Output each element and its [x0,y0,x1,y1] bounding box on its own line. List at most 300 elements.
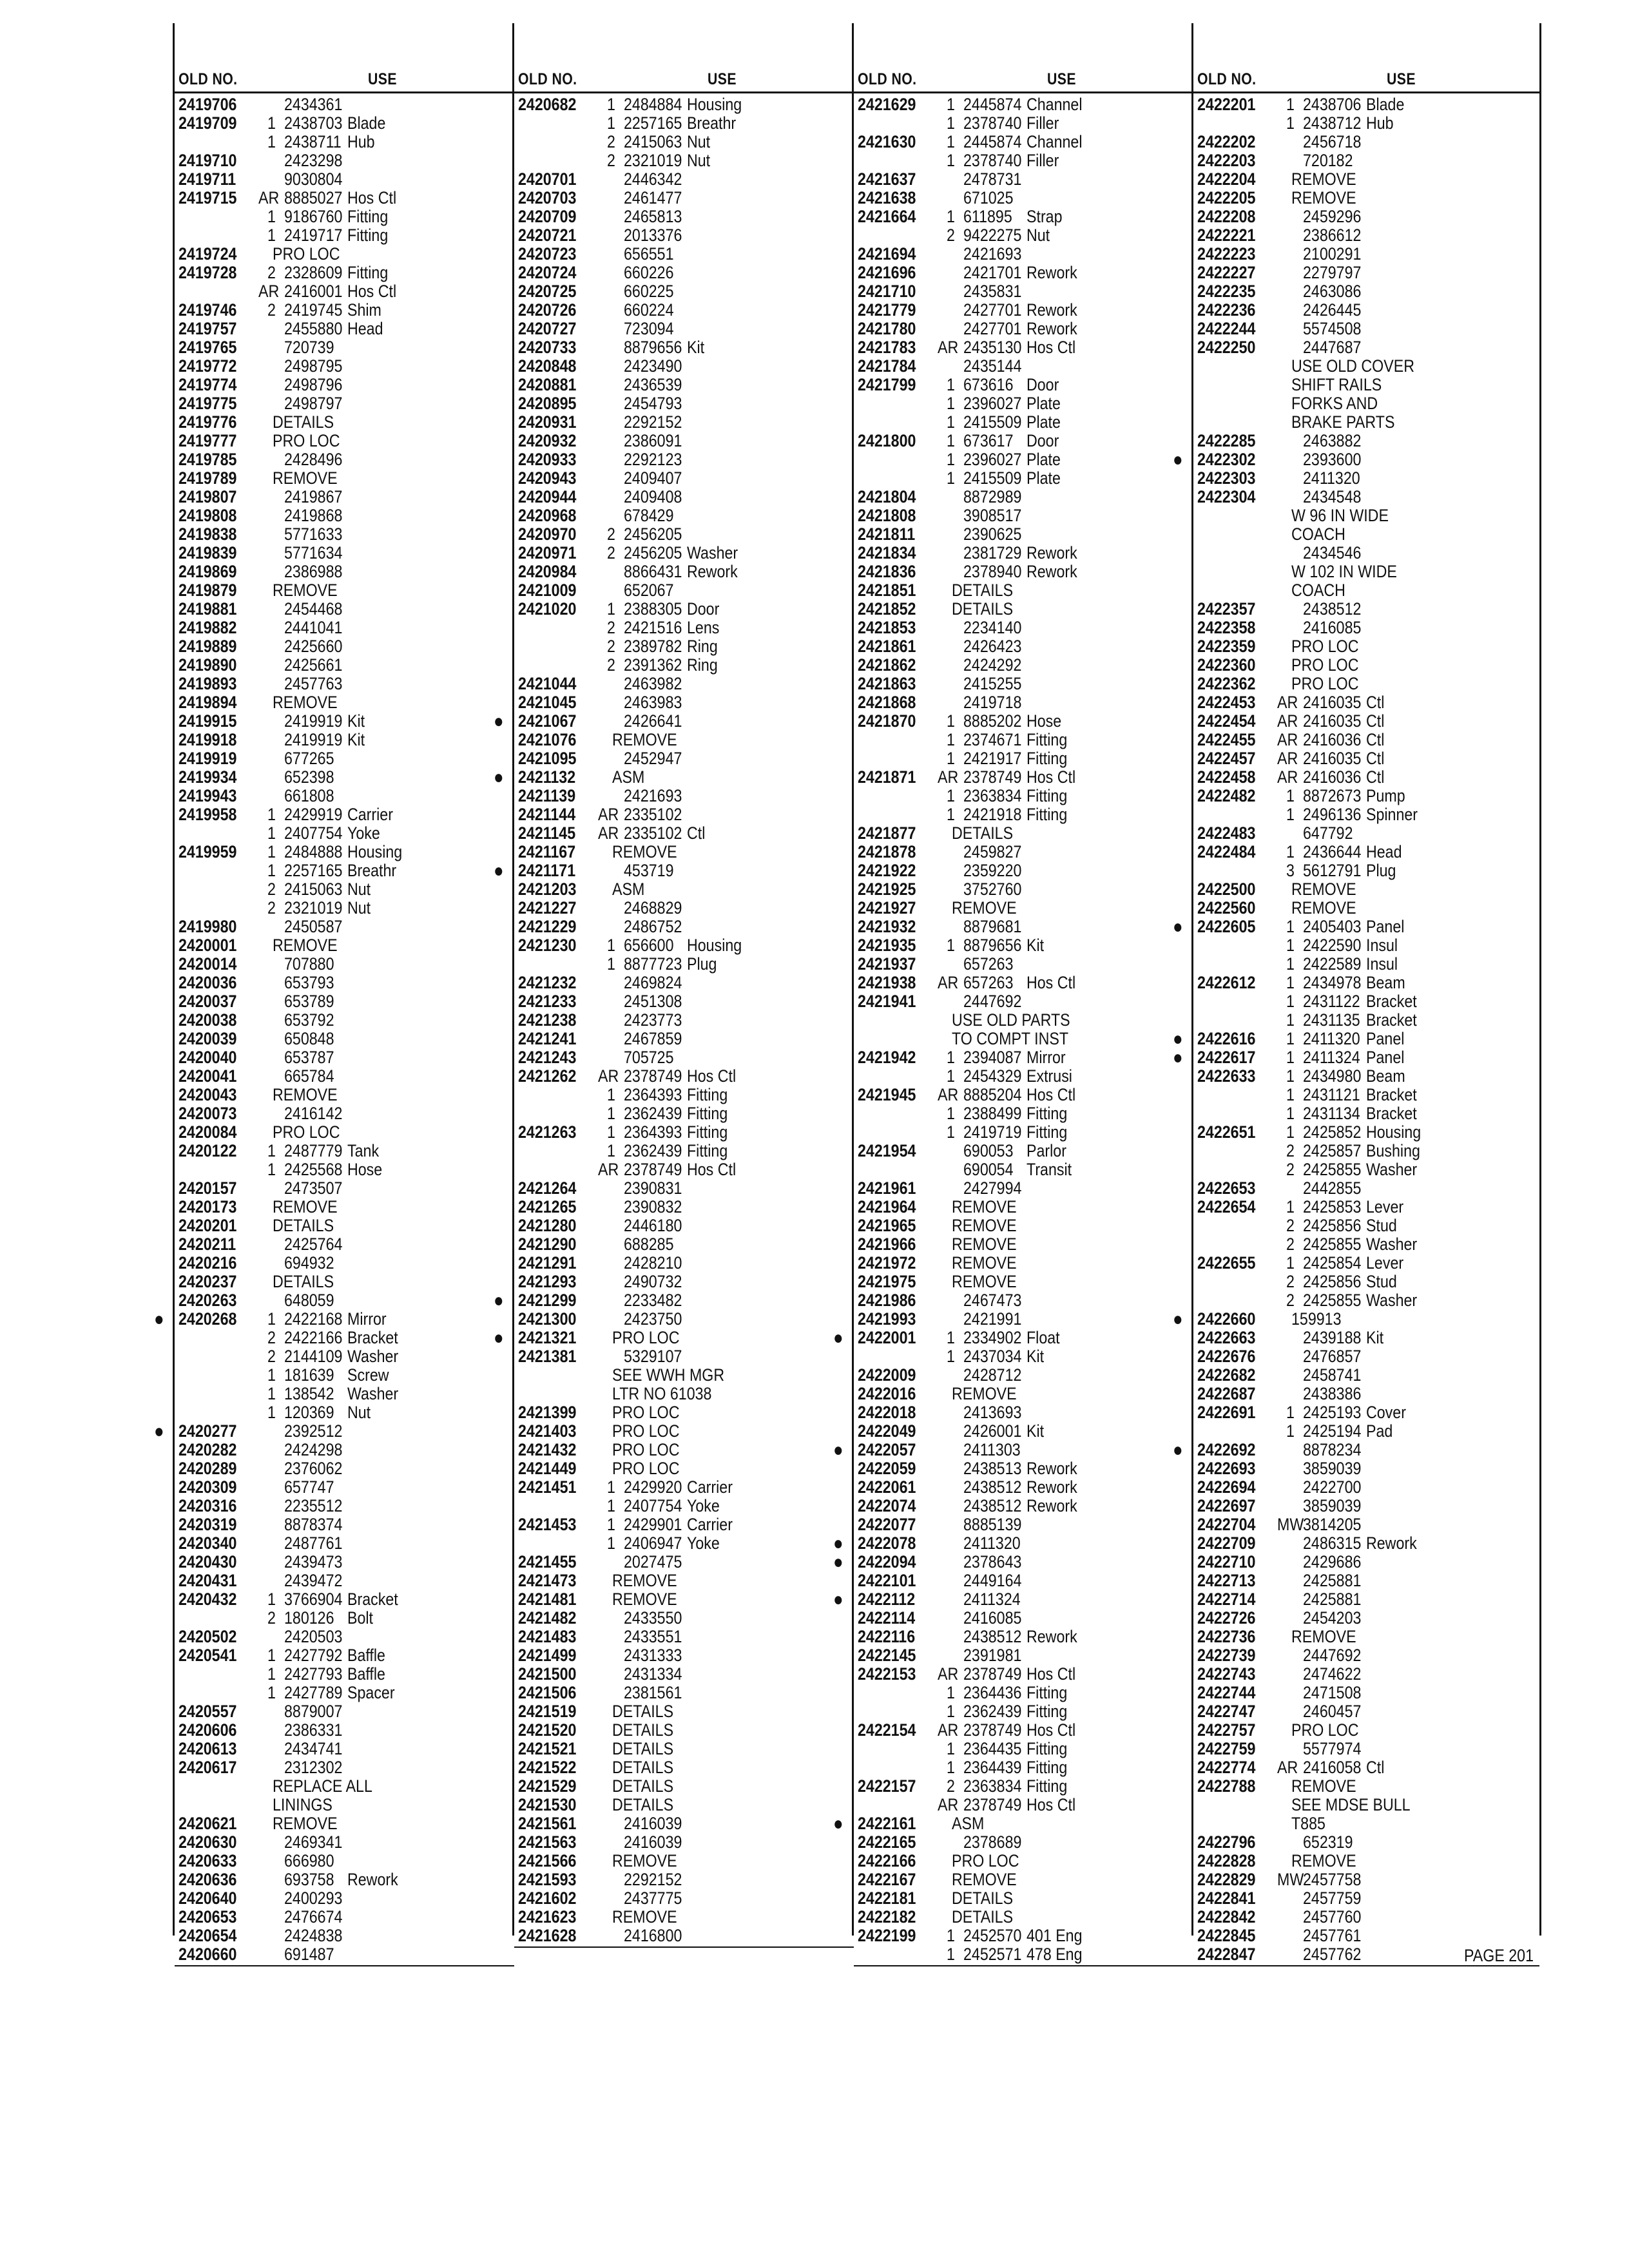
new-part-number: 2425661 [284,655,343,675]
part-description: Door [1027,375,1059,394]
new-part-number: 2364393 [624,1122,682,1142]
table-row [1193,1067,1539,1086]
new-part-number: 653792 [284,1010,334,1030]
bullet-marker-icon: ● [833,1589,843,1610]
new-part-number: 2378940 [963,562,1022,581]
supersession-note: LININGS [273,1795,333,1814]
old-part-number: 2420211 [178,1235,236,1254]
new-part-number: 2426423 [963,637,1022,656]
table-row [854,1740,1193,1758]
old-part-number: 2422726 [1197,1608,1256,1628]
part-description: Head [1366,842,1402,861]
table-row [854,450,1193,469]
new-part-number: 2411324 [1303,1048,1360,1067]
table-row [1193,1142,1539,1160]
old-part-number: 2421044 [518,674,577,693]
old-part-number: 2422842 [1197,1907,1256,1927]
old-part-number: 2421076 [518,730,577,749]
old-part-number: 2422250 [1197,338,1256,357]
table-row [514,525,854,544]
new-part-number: 2427701 [963,319,1022,338]
old-part-number: 2421529 [518,1776,577,1796]
new-part-number: 2400293 [284,1888,343,1908]
quantity: AR [1277,711,1298,731]
old-part-number: 2420122 [178,1141,237,1160]
table-row [175,581,514,600]
new-part-number: 2436644 [1303,842,1362,861]
quantity: 1 [267,1141,276,1160]
old-part-number: 2422227 [1197,263,1256,282]
bullet-marker-icon: ● [1173,449,1183,470]
table-row [514,992,854,1011]
quantity: 1 [947,1683,955,1702]
new-part-number: 2425857 [1303,1141,1362,1160]
table-row [514,936,854,955]
new-part-number: 2396027 [963,450,1022,469]
new-part-number: 2425764 [284,1235,343,1254]
bullet-marker-icon: ● [1173,1028,1183,1050]
part-description: Extrusi [1027,1066,1072,1086]
table-row [514,488,854,506]
table-row [514,1927,854,1945]
quantity: AR [938,1085,959,1104]
new-part-number: 660224 [624,300,674,320]
table-row [854,1048,1193,1067]
table-row [854,936,1193,955]
new-part-number: 2416036 [1303,730,1362,749]
quantity: AR [1277,749,1298,768]
part-description: Cover [1366,1403,1406,1422]
quantity: 2 [267,1347,276,1366]
old-part-number: 2422560 [1197,898,1256,918]
table-row [514,95,854,114]
old-part-number: 2421853 [858,618,916,637]
supersession-note: USE OLD COVER [1291,356,1414,376]
new-part-number: 2279797 [1303,263,1362,282]
new-part-number: 2457758 [1303,1870,1362,1889]
new-part-number: 2416085 [963,1608,1022,1628]
old-part-number: 2420630 [178,1832,237,1852]
old-part-number: 2420654 [178,1926,237,1945]
table-row [514,264,854,282]
old-part-number: 2420944 [518,487,577,506]
supersession-note: REMOVE [1291,188,1356,207]
table-row [854,581,1193,600]
old-part-number: 2421868 [858,693,916,712]
quantity: 2 [267,1608,276,1628]
part-description: Channel [1027,95,1083,114]
old-part-number: 2421403 [518,1421,577,1441]
old-part-number: 2420881 [518,375,577,394]
new-part-number: 653787 [284,1048,334,1067]
quantity: 1 [267,1365,276,1385]
old-part-number: 2421861 [858,637,916,656]
old-part-number: 2420932 [518,431,577,450]
part-description: Housing [347,842,403,861]
old-part-number: 2420039 [178,1029,237,1048]
old-part-number: 2419706 [178,95,237,114]
quantity: 2 [1286,1216,1295,1235]
table-row [1193,1235,1539,1254]
quantity: 1 [947,1347,955,1366]
quantity: 2 [607,655,615,675]
new-part-number: 8885204 [963,1085,1022,1104]
part-description: Fitting [687,1141,728,1160]
table-row [854,170,1193,189]
old-part-number: 2420895 [518,394,577,413]
part-description: Hos Ctl [1027,767,1076,787]
quantity: 1 [267,226,276,245]
new-part-number: 2428712 [963,1365,1022,1385]
table-row [514,581,854,600]
old-part-number: 2420709 [518,207,577,226]
old-part-number: 2421942 [858,1048,916,1067]
old-part-number: 2421290 [518,1235,577,1254]
supersession-note: PRO LOC [612,1403,680,1422]
old-part-number: 2420848 [518,356,577,376]
table-row [1193,1889,1539,1908]
new-part-number: 2454329 [963,1066,1022,1086]
old-part-number: 2422358 [1197,618,1256,637]
table-row [1193,282,1539,301]
table-row [1193,619,1539,637]
new-part-number: 2362439 [624,1141,682,1160]
table-row [175,357,514,376]
new-part-number: 8879656 [963,936,1022,955]
new-part-number: 2429901 [624,1515,682,1534]
table-row [1193,974,1539,992]
part-description: Rework [1366,1533,1417,1553]
old-part-number: 2421593 [518,1870,577,1889]
old-part-number: 2422157 [858,1776,916,1796]
table-row [1193,1852,1539,1870]
supersession-note: DETAILS [952,1907,1014,1927]
table-row [175,805,514,824]
part-description: Panel [1366,1048,1405,1067]
table-row [175,1646,514,1665]
quantity: 1 [1286,1403,1295,1422]
new-part-number: 2407754 [624,1496,682,1515]
quantity: AR [598,1066,619,1086]
supersession-note: REMOVE [952,1253,1017,1273]
new-part-number: 2425568 [284,1160,343,1179]
old-part-number: 2420268 [178,1309,237,1329]
table-row [514,675,854,693]
supersession-note: REMOVE [952,1384,1017,1403]
table-row [154,1421,514,1442]
new-part-number: 2411303 [963,1440,1021,1459]
quantity: 2 [607,524,615,544]
old-part-number: 2419772 [178,356,237,376]
old-part-number: 2422694 [1197,1477,1256,1497]
table-row [494,711,854,732]
new-part-number: 2449164 [963,1571,1022,1590]
table-row [1193,1721,1539,1740]
quantity: 1 [607,1085,615,1104]
quantity: 1 [607,1533,615,1553]
table-row [1193,245,1539,264]
new-part-number: 2476674 [284,1907,343,1927]
old-part-number: 2421321 [518,1328,577,1347]
table-row [1193,544,1539,562]
quantity: 1 [947,1048,955,1067]
quantity: 2 [267,898,276,918]
old-part-number: 2419919 [178,749,237,768]
old-part-number: 2422114 [858,1608,916,1628]
old-part-number: 2422166 [858,1851,916,1870]
part-description: Plug [687,954,717,974]
table-row [175,861,514,880]
table-row [175,1048,514,1067]
table-row [854,749,1193,768]
old-part-number: 2420613 [178,1739,237,1758]
table-row [1193,133,1539,151]
table-row [1193,1347,1539,1366]
quantity: AR [598,805,619,824]
new-part-number: 2425855 [1303,1160,1362,1179]
old-part-number: 2421630 [858,132,916,151]
new-part-number: 2257165 [624,113,682,133]
old-part-number: 2422692 [1197,1440,1256,1459]
old-part-number: 2420282 [178,1440,237,1459]
old-part-number: 2420216 [178,1253,237,1273]
table-row [854,1478,1193,1497]
new-part-number: 2392512 [284,1421,343,1441]
new-part-number: 611895 [963,207,1012,226]
table-row [175,1684,514,1702]
table-row [175,731,514,749]
table-row [1193,693,1539,712]
new-part-number: 8879656 [624,338,682,357]
new-part-number: 2431121 [1303,1085,1360,1104]
new-part-number: 2435130 [963,338,1022,357]
table-row [833,1552,1193,1573]
part-description: Fitting [1027,749,1068,768]
table-row [175,1366,514,1385]
table-row [175,320,514,338]
old-part-number: 2422167 [858,1870,916,1889]
old-part-number: 2420541 [178,1646,237,1665]
old-part-number: 2422774 [1197,1758,1256,1777]
table-row [514,1609,854,1628]
part-description: Fitting [1027,1702,1068,1721]
part-description: Ctl [1366,749,1385,768]
table-row [514,1403,854,1422]
table-row [854,731,1193,749]
part-description: Yoke [687,1533,720,1553]
new-part-number: 2465813 [624,207,682,226]
part-description: Hos Ctl [687,1160,737,1179]
part-description: Fitting [1027,786,1068,805]
table-row [1193,338,1539,357]
table-row [514,1160,854,1179]
old-part-number: 2422455 [1197,730,1256,749]
old-part-number: 2419777 [178,431,237,450]
quantity: 2 [607,637,615,656]
old-part-number: 2422016 [858,1384,916,1403]
new-part-number: 2425856 [1303,1272,1362,1291]
new-part-number: 2394087 [963,1048,1022,1067]
old-part-number: 2422759 [1197,1739,1256,1758]
part-description: Kit [1027,1421,1045,1441]
quantity: 2 [947,226,955,245]
table-row [1193,114,1539,133]
table-row [514,1198,854,1216]
table-row [854,1254,1193,1273]
table-row [175,1777,514,1796]
part-description: Nut [687,132,711,151]
new-part-number: 657263 [963,954,1014,974]
part-description: Nut [347,879,371,899]
quantity: 1 [1286,113,1295,133]
new-part-number: 2438711 [284,132,342,151]
part-description: Parlor [1027,1141,1066,1160]
old-part-number: 2421233 [518,992,577,1011]
new-part-number: 2335102 [624,805,682,824]
part-description: Washer [1366,1291,1418,1310]
old-part-number: 2421521 [518,1739,577,1758]
part-description: Breathr [687,113,737,133]
supersession-note: COACH [1291,524,1345,544]
column-end-rule [175,1965,514,1966]
old-part-number: 2421851 [858,581,916,600]
column-rows [494,95,854,1945]
supersession-note: DETAILS [612,1739,674,1758]
new-part-number: 2425660 [284,637,343,656]
old-part-number: 2421937 [858,954,916,974]
table-row [1193,320,1539,338]
supersession-note: ASM [612,879,645,899]
part-description: Blade [347,113,386,133]
new-part-number: 2416036 [1303,767,1362,787]
old-part-number: 2421563 [518,1832,577,1852]
old-part-number: 2421941 [858,992,916,1011]
old-part-number: 2421852 [858,599,916,619]
table-row [1193,992,1539,1011]
old-part-number: 2420043 [178,1085,237,1104]
table-row [514,133,854,151]
old-part-number: 2421280 [518,1216,577,1235]
table-row [854,880,1193,899]
part-description: Pad [1366,1421,1393,1441]
old-part-number: 2422709 [1197,1533,1256,1553]
new-part-number: 2424838 [284,1926,343,1945]
old-part-number: 2422202 [1197,132,1256,151]
new-part-number: 2419719 [963,1122,1022,1142]
part-description: Rework [1027,562,1077,581]
old-part-number: 2421045 [518,693,577,712]
quantity: 1 [1286,786,1295,805]
supersession-note: PRO LOC [273,244,340,264]
new-part-number: 652319 [1303,1832,1353,1852]
table-row [1173,1047,1539,1068]
old-part-number: 2422828 [1197,1851,1256,1870]
header-use: USE [1387,70,1416,88]
table-row [854,1833,1193,1852]
old-part-number: 2419882 [178,618,237,637]
table-row [854,1702,1193,1721]
header-use: USE [368,70,397,88]
new-part-number: 2428210 [624,1253,682,1273]
part-description: Kit [1027,936,1045,955]
new-part-number: 2455880 [284,319,343,338]
table-row [175,133,514,151]
table-row [1193,151,1539,170]
new-part-number: 2439472 [284,1571,343,1590]
part-description: Channel [1027,132,1083,151]
bullet-marker-icon: ● [833,1552,843,1573]
table-row [514,1347,854,1366]
old-part-number: 2421566 [518,1851,577,1870]
old-part-number: 2421399 [518,1403,577,1422]
part-description: Pump [1366,786,1405,805]
part-description: Carrier [687,1477,733,1497]
table-row [854,805,1193,824]
table-row [1193,1366,1539,1385]
quantity: 1 [607,1141,615,1160]
table-row [175,1553,514,1571]
new-part-number: 2421991 [963,1309,1022,1329]
new-part-number: 660226 [624,263,674,282]
table-row [514,506,854,525]
old-part-number: 2422199 [858,1926,916,1945]
table-row [1193,394,1539,413]
table-row [1173,449,1539,470]
old-part-number: 2420431 [178,1571,237,1590]
quantity: 1 [947,1702,955,1721]
new-part-number: 2445874 [963,95,1022,114]
old-part-number: 2422655 [1197,1253,1256,1273]
table-row [1193,562,1539,581]
part-description: Mirror [347,1309,387,1329]
table-row [514,1889,854,1908]
table-row [854,1609,1193,1628]
new-part-number: 2416001 [284,282,343,301]
old-part-number: 2420943 [518,468,577,488]
table-row [514,1011,854,1030]
part-description: Rework [1027,1477,1077,1497]
new-part-number: 2425856 [1303,1216,1362,1235]
new-part-number: 2457763 [284,674,343,693]
table-row [175,1870,514,1889]
quantity: 1 [267,842,276,861]
new-part-number: 2407754 [284,823,343,843]
supersession-note: REMOVE [1291,1776,1356,1796]
table-row [514,824,854,843]
table-row [854,1366,1193,1385]
table-row [175,301,514,320]
bullet-marker-icon: ● [833,1327,843,1349]
part-description: Bracket [347,1328,398,1347]
old-part-number: 2421925 [858,879,916,899]
new-part-number: 2391362 [624,655,682,675]
quantity: 1 [1286,1029,1295,1048]
old-part-number: 2422663 [1197,1328,1256,1347]
table-row [514,320,854,338]
old-part-number: 2420633 [178,1851,237,1870]
table-row [1193,600,1539,619]
old-part-number: 2419808 [178,506,237,525]
table-row [854,1179,1193,1198]
quantity: 1 [947,1066,955,1086]
quantity: 2 [1286,1291,1295,1310]
old-part-number: 2422616 [1197,1029,1256,1048]
new-part-number: 2312302 [284,1758,343,1777]
table-row [854,1758,1193,1777]
new-part-number: 2335102 [624,823,682,843]
table-row [514,1553,854,1571]
part-description: Spacer [347,1683,395,1702]
